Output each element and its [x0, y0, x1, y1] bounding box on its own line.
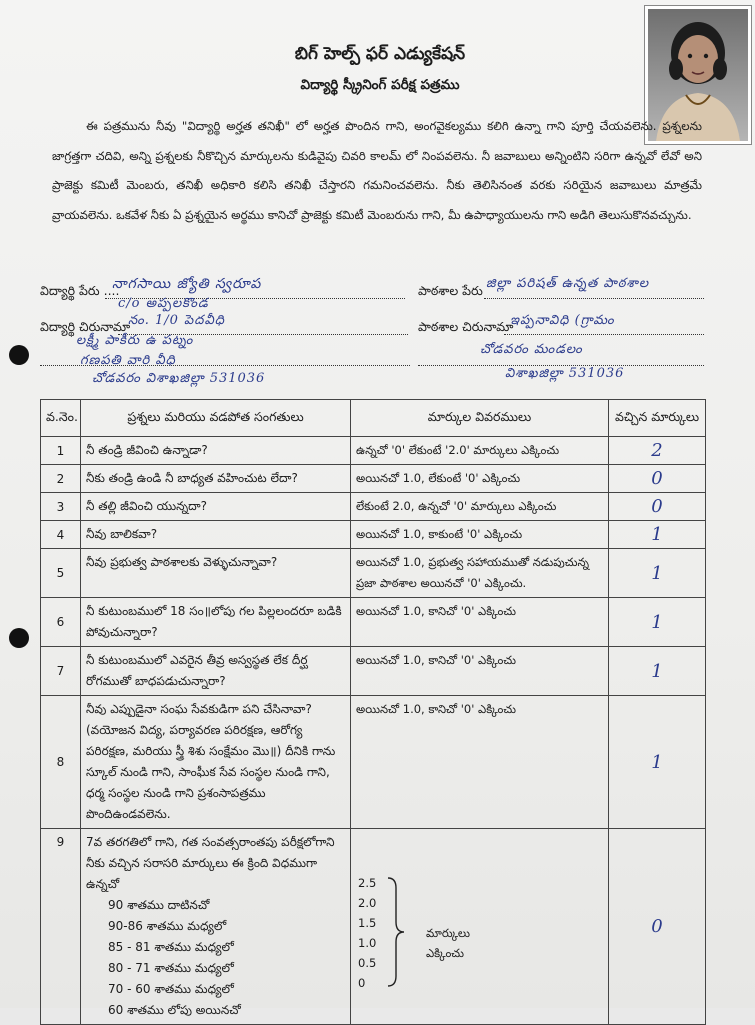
marks-scale [351, 829, 609, 1025]
table-row [41, 696, 706, 829]
marks-obtained[interactable]: 1 [609, 549, 706, 598]
question-text: నీ తల్లి జీవించి యున్నదా? [81, 493, 351, 521]
student-name-care-of: c/o అప్పలకొండ [118, 296, 209, 311]
table-row [41, 465, 706, 493]
marks-rule: అయినచో 1.0, లేకుంటే '0' ఎక్కించు [351, 465, 609, 493]
marks-rule: ఉన్నచో '0' లేకుంటే '2.0' మార్కులు ఎక్కించు [351, 437, 609, 465]
serial-number: 4 [41, 521, 81, 549]
serial-number: 7 [41, 647, 81, 696]
percentage-tier: 80 - 71 శాతము మధ్యలో [108, 961, 234, 975]
dotted-line [504, 334, 704, 335]
school-name-label: పాఠశాల పేరు [418, 283, 483, 298]
scale-value: 2.0 [358, 896, 377, 910]
instructions-paragraph: ఈ పత్రమును నీవు "విద్యార్థి అర్హత తనిఖీ" లో అర్హత పొందిన గాని, అంగవైకల్యము కలిగి ఉన్నా గాని పూర్తి చేయవలెను. ప్రశ్నలను జాగ్రత్తగా చదివి, అన్ని ప్రశ్నలకు నీకొచ్చిన మార్కులను కుడివైపు చివరి కాలమ్ లో నింపవలెను. నీ జవాబులు అన్నింటిని సరిగా ఉన్నవో లేవో అని ప్రాజెక్టు కమిటీ మెంబరు, తనిఖీ అధికారి కలిసి తనిఖీ చేస్తారని గమనించవలెను. నీకు తెలిసినంత వరకు సరియైన జవాబులు మాత్రమే వ్రాయవలెను. ఒకవేళ నీకు ఏ ప్రశ్నయైన అర్థము కానిచో ప్రాజెక్టు కమిటీ మెంబరును గాని, మీ ఉపాధ్యాయులను గాని అడిగి తెలుసుకొనవచ్చును. [52, 119, 702, 222]
school-address-line: విశాఖజిల్లా 531036 [505, 366, 625, 381]
marks-obtained-header: వచ్చిన మార్కులు [609, 400, 706, 437]
question-text [81, 829, 351, 1025]
table-header-row [41, 400, 706, 437]
scale-value: 2.5 [358, 876, 377, 890]
screening-questions-table [40, 399, 706, 1025]
student-address-line: లక్ష్మీ పాకీరు ఉ పట్నం [76, 333, 194, 348]
punch-hole [9, 628, 29, 648]
percentage-tier: 70 - 60 శాతము మధ్యలో [108, 982, 234, 996]
marks-rule: అయినచో 1.0, కానిచో '0' ఎక్కించు [351, 696, 609, 829]
question-text: నీవు ఎప్పుడైనా సంఘ సేవకుడిగా పని చేసినావా? (వయోజన విద్య, పర్యావరణ పరిరక్షణ, ఆరోగ్య పరిరక్షణ, మరియు స్త్రీ శిశు సంక్షేమం మొ॥) దీనికి గాను స్కూల్ నుండి గాని, సాంఘీక సేవ సంస్థల నుండి గాని, ధర్మ సంస్థల నుండి గాని ప్రశంసాపత్రము పొందిఉండవలెను. [81, 696, 351, 829]
school-address-line: చోడవరం మండలం [480, 342, 583, 357]
student-name-value: నాగసాయి జ్యోతి స్వరూప [112, 276, 262, 292]
student-address-line: గణపతి వారి వీధి [80, 353, 176, 368]
percentage-tier: 90-86 శాతము మధ్యలో [108, 919, 227, 933]
marks-obtained[interactable]: 1 [609, 647, 706, 696]
table-row [41, 437, 706, 465]
question-text: నీవు బాలికవా? [81, 521, 351, 549]
table-row [41, 829, 706, 1025]
marks-details-header: మార్కుల వివరములు [351, 400, 609, 437]
marks-obtained[interactable]: 2 [609, 437, 706, 465]
scale-value: 0.5 [358, 956, 377, 970]
marks-obtained[interactable]: 1 [609, 598, 706, 647]
serial-number: 8 [41, 696, 81, 829]
scale-value: 1.5 [358, 916, 377, 930]
question-text: నీకు తండ్రి ఉండి నీ బాధ్యత వహించుట లేదా? [81, 465, 351, 493]
table-row [41, 647, 706, 696]
document-subtitle: విద్యార్థి స్క్రీనింగ్ పరీక్ష పత్రము [300, 77, 460, 93]
dotted-line [484, 298, 704, 299]
marks-obtained[interactable]: 0 [609, 493, 706, 521]
table-row [41, 493, 706, 521]
scale-value: 1.0 [358, 936, 377, 950]
scale-label: మార్కులు [426, 926, 470, 940]
serial-number: 3 [41, 493, 81, 521]
school-name-value: జిల్లా పరిషత్ ఉన్నత పాఠశాల [486, 276, 650, 291]
school-address-line: ఇప్పనావిధి (గ్రామం [510, 313, 615, 328]
document-title: బిగ్ హెల్ప్ ఫర్ ఎడ్యుకేషన్ [294, 44, 466, 64]
student-address-label: విద్యార్థి చిరునామా [40, 319, 131, 334]
marks-obtained[interactable]: 1 [609, 521, 706, 549]
marks-rule: అయినచో 1.0, కాకుంటే '0' ఎక్కించు [351, 521, 609, 549]
percentage-tier: 90 శాతము దాటినచో [108, 898, 210, 912]
table-row [41, 549, 706, 598]
student-address-line: చోడవరం విశాఖజిల్లా 531036 [92, 371, 266, 386]
marks-obtained[interactable]: 1 [609, 696, 706, 829]
question-text: నీ తండ్రి జీవించి ఉన్నాడా? [81, 437, 351, 465]
marks-obtained[interactable]: 0 [609, 829, 706, 1025]
questions-header: ప్రశ్నలు మరియు వడపోత సంగతులు [81, 400, 351, 437]
scale-value: 0 [358, 976, 366, 990]
question-text: నీ కుటుంబములో ఎవరైన తీవ్ర అస్వస్థత లేక దీర్ఘ రోగముతో బాధపడుచున్నారా? [81, 647, 351, 696]
serial-number: 2 [41, 465, 81, 493]
percentage-tier: 60 శాతము లోపు అయినచో [108, 1003, 241, 1017]
question-text: నీవు ప్రభుత్వ పాఠశాలకు వెళ్ళుచున్నావా? [81, 549, 351, 598]
marks-obtained[interactable]: 0 [609, 465, 706, 493]
marks-rule: అయినచో 1.0, కానిచో '0' ఎక్కించు [351, 647, 609, 696]
serial-number-header: వ.నెం. [41, 400, 81, 437]
marks-rule: అయినచో 1.0, కానిచో '0' ఎక్కించు [351, 598, 609, 647]
school-address-label: పాఠశాల చిరునామా [418, 319, 514, 334]
punch-hole [9, 345, 29, 365]
curly-brace-icon [386, 876, 406, 988]
marks-rule: లేకుంటే 2.0, ఉన్నచో '0' మార్కులు ఎక్కించు [351, 493, 609, 521]
student-address-line: నం. 1/0 పెదవీధి [128, 313, 225, 328]
table-row [41, 521, 706, 549]
question-text-main: 7వ తరగతిలో గాని, గత సంవత్సరాంతపు పరీక్షలోగాని నీకు వచ్చిన సరాసరి మార్కులు ఈ క్రింది విధముగా ఉన్నచో [86, 835, 335, 891]
student-name-label: విద్యార్థి పేరు .... [40, 283, 120, 298]
serial-number: 1 [41, 437, 81, 465]
marks-rule: అయినచో 1.0, ప్రభుత్వ సహాయముతో నడుపుచున్న ప్రజా పాఠశాల అయినచో '0' ఎక్కించు. [351, 549, 609, 598]
scale-label: ఎక్కించు [426, 946, 465, 960]
table-row [41, 598, 706, 647]
serial-number: 9 [41, 829, 81, 1025]
serial-number: 6 [41, 598, 81, 647]
question-text: నీ కుటుంబములో 18 సం॥లోపు గల పిల్లలందరూ బడికి పోవుచున్నారా? [81, 598, 351, 647]
serial-number: 5 [41, 549, 81, 598]
percentage-tier: 85 - 81 శాతము మధ్యలో [108, 940, 234, 954]
